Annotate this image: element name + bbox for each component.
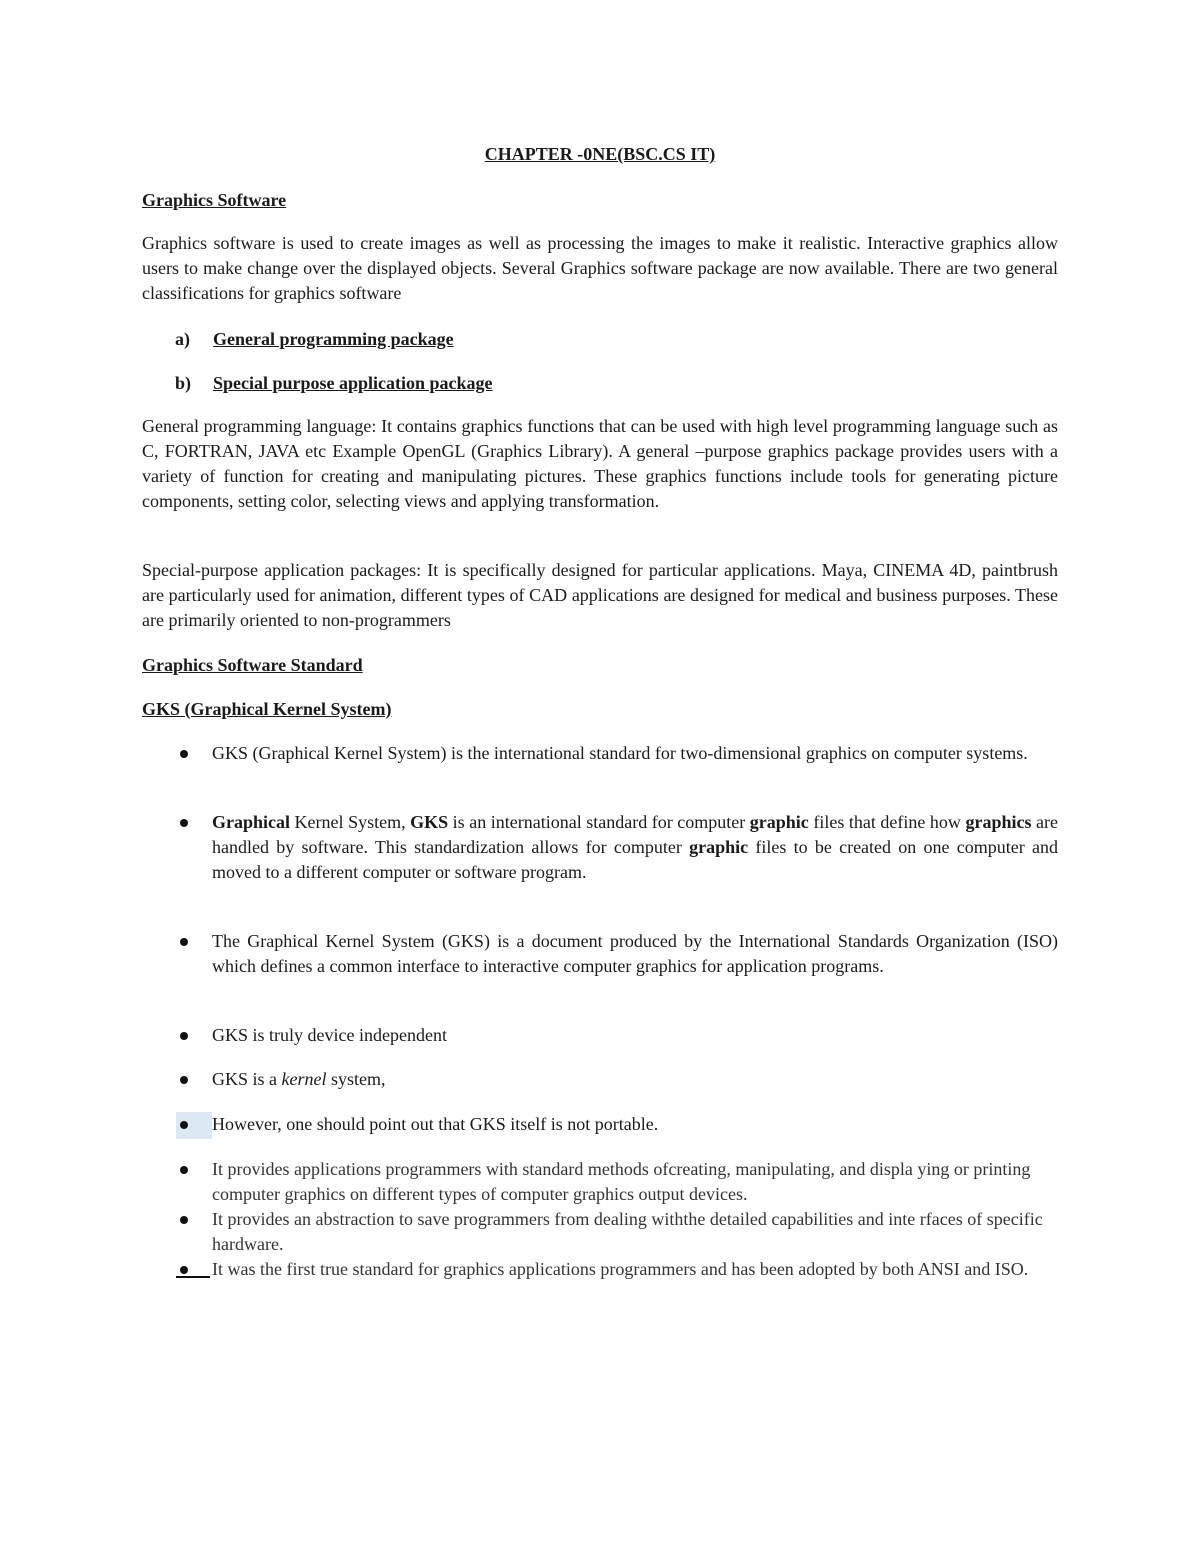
bullet-text: Graphical Kernel System, GKS is an international standard for computer graphic files that define how graphics are handled by software. This standardization allows for computer graphic files to be created on one computer and moved to a different computer or software program.	[212, 812, 1059, 882]
list-marker: b)	[175, 373, 192, 393]
section-heading-graphics-software: Graphics Software	[142, 190, 287, 210]
bullet-icon	[180, 938, 188, 946]
general-programming-paragraph: General programming language: It contains graphics functions that can be used with high level programming language such as C, FORTRAN, JAVA etc Example OpenGL (Graphics Library). A general –purpose graphics package provides users with a variety of function for creating and manipulating pictures. These graphics functions include tools for generating picture components, setting color, selecting views and applying transformation.	[142, 416, 1058, 511]
bullet-text: The Graphical Kernel System (GKS) is a document produced by the International Standards Organization (ISO) which defines a common interface to interactive computer graphics for application programs.	[212, 931, 1058, 976]
special-purpose-paragraph: Special-purpose application packages: It is specifically designed for particular applications. Maya, CINEMA 4D, paintbrush are particularly used for animation, different types of CAD applications are designed for medical and business purposes. These are primarily oriented to non-programmers	[142, 560, 1058, 630]
bullet-icon	[180, 1121, 188, 1129]
bullet-icon	[180, 1076, 188, 1084]
bullet-text: It provides applications programmers with standard methods ofcreating, manipulating, and displa ying or printing computer graphics on different types of computer graphics output devices.	[212, 1159, 1031, 1204]
bullet-text: It was the first true standard for graphics applications programmers and has been adopted by both ANSI and ISO.	[212, 1259, 1029, 1279]
bullet-text: GKS is a kernel system,	[212, 1069, 386, 1089]
bullet-text: However, one should point out that GKS itself is not portable.	[212, 1114, 659, 1134]
bullet-icon	[180, 1216, 188, 1224]
section-heading-software-standard: Graphics Software Standard	[142, 655, 363, 675]
list-item-label: General programming package	[213, 329, 454, 349]
bullet-icon	[180, 1166, 188, 1174]
bullet-icon	[180, 1266, 188, 1274]
bullet-text: GKS is truly device independent	[212, 1025, 447, 1045]
section-heading-gks: GKS (Graphical Kernel System)	[142, 699, 392, 719]
bullet-icon	[180, 819, 188, 827]
chapter-title: CHAPTER -0NE(BSC.CS IT)	[484, 144, 716, 164]
list-marker: a)	[175, 329, 190, 349]
intro-paragraph: Graphics software is used to create images as well as processing the images to make it realistic. Interactive graphics allow users to make change over the displayed objects. Several Graphics software package are now available. There are two general classifications for graphics software	[142, 233, 1058, 303]
list-item-a	[175, 328, 454, 350]
bullet-icon	[180, 750, 188, 758]
bullet-text: It provides an abstraction to save programmers from dealing withthe detailed capabilities and inte rfaces of specific hardware.	[212, 1209, 1043, 1254]
bullet-icon	[180, 1032, 188, 1040]
bullet-text: GKS (Graphical Kernel System) is the international standard for two-dimensional graphics on computer systems.	[212, 743, 1028, 763]
list-item-b	[175, 372, 493, 394]
list-item-label: Special purpose application package	[213, 373, 493, 393]
underline-mark	[176, 1276, 210, 1278]
